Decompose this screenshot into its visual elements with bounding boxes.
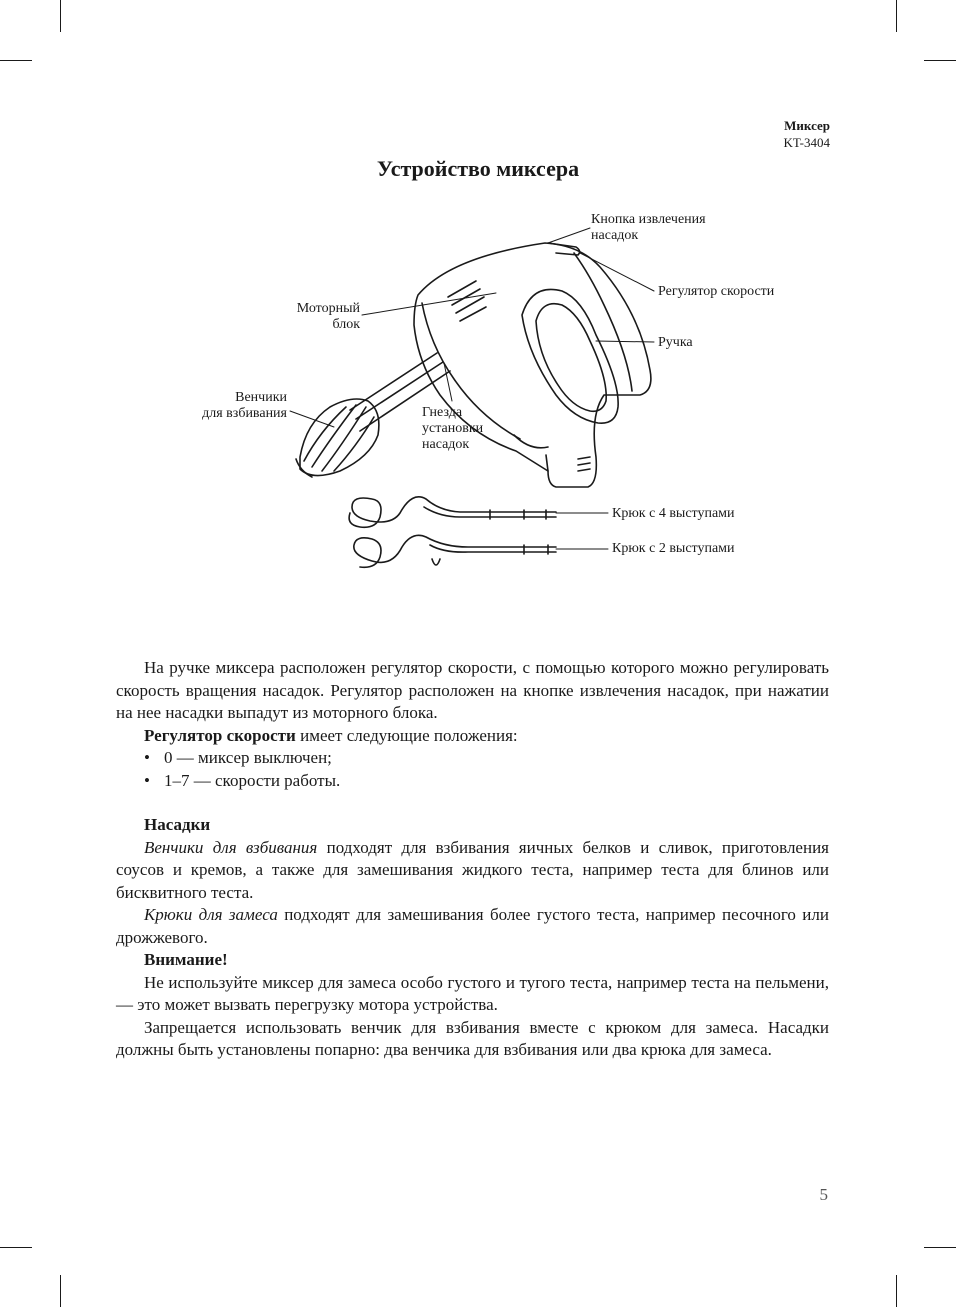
heading-warning: Внимание! <box>144 950 228 969</box>
list-item: • 0 — миксер выключен; <box>116 747 829 770</box>
bold-term: Регулятор скорости <box>144 725 296 745</box>
mixer-diagram <box>0 195 956 595</box>
paragraph-hooks: Крюки для замеса подходят для замешивания более густого теста, например песочного или дрожжевого. <box>116 905 829 947</box>
hook-2 <box>354 535 556 567</box>
paragraph-whisks: Венчики для взбивания подходят для взбивания яичных белков и сливок, приготовления соусов и кремов, а также для замешивания жидкого теста, например теста для блинов или бисквитного теста. <box>116 837 829 902</box>
crop-mark <box>896 0 897 32</box>
label-hook-2: Крюк с 2 выступами <box>612 541 735 556</box>
model-number: KT-3404 <box>783 135 830 150</box>
page-title: Устройство миксера <box>376 156 580 181</box>
label-speed: Регулятор скорости <box>658 284 775 299</box>
bullet-icon: • <box>144 748 150 767</box>
label-hook-4: Крюк с 4 выступами <box>612 506 735 521</box>
crop-mark <box>924 1247 956 1248</box>
paragraph-warning: Не используйте миксер для замеса особо густого и тугого теста, например теста на пельмени, — это может вызвать перегрузку мотора устройства. <box>116 972 829 1014</box>
speed-list <box>116 747 829 792</box>
mixer-illustration <box>0 195 956 595</box>
crop-mark <box>896 1275 897 1307</box>
product-name: Миксер <box>784 118 830 133</box>
crop-mark <box>60 1275 61 1307</box>
paragraph-speed-intro: На ручке миксера расположен регулятор скорости, с помощью которого можно регулировать скорость вращения насадок. Регулятор расположен на кнопке извлечения насадок, при нажатии на нее насадки выпадут из моторного блока. <box>116 658 829 722</box>
crop-mark <box>924 60 956 61</box>
label-motor: Моторный блок <box>296 301 360 332</box>
bullet-icon: • <box>144 770 150 790</box>
crop-mark <box>60 0 61 32</box>
page-number: 5 <box>819 1185 828 1204</box>
crop-mark <box>0 1247 32 1248</box>
running-header <box>784 117 830 151</box>
paragraph-prohibition: Запрещается использовать венчик для взбивания вместе с крюком для замеса. Насадки должны быть установлены попарно: два венчика для взбивания или два крюка для замеса. <box>116 1017 829 1059</box>
label-whisk: Венчики для взбивания <box>202 390 287 421</box>
heading-attachments: Насадки <box>144 815 211 834</box>
paragraph-speed-positions: Регулятор скорости имеет следующие положения: <box>144 725 518 745</box>
list-item: • 1–7 — скорости работы. <box>116 770 829 793</box>
label-handle: Ручка <box>658 335 693 350</box>
handle-grip <box>522 289 618 423</box>
body-text <box>116 657 829 1062</box>
hook-4 <box>349 497 556 527</box>
label-sockets: Гнезда установки насадок <box>422 405 484 452</box>
label-eject-button: Кнопка извлечения насадок <box>591 212 706 243</box>
crop-mark <box>0 60 32 61</box>
